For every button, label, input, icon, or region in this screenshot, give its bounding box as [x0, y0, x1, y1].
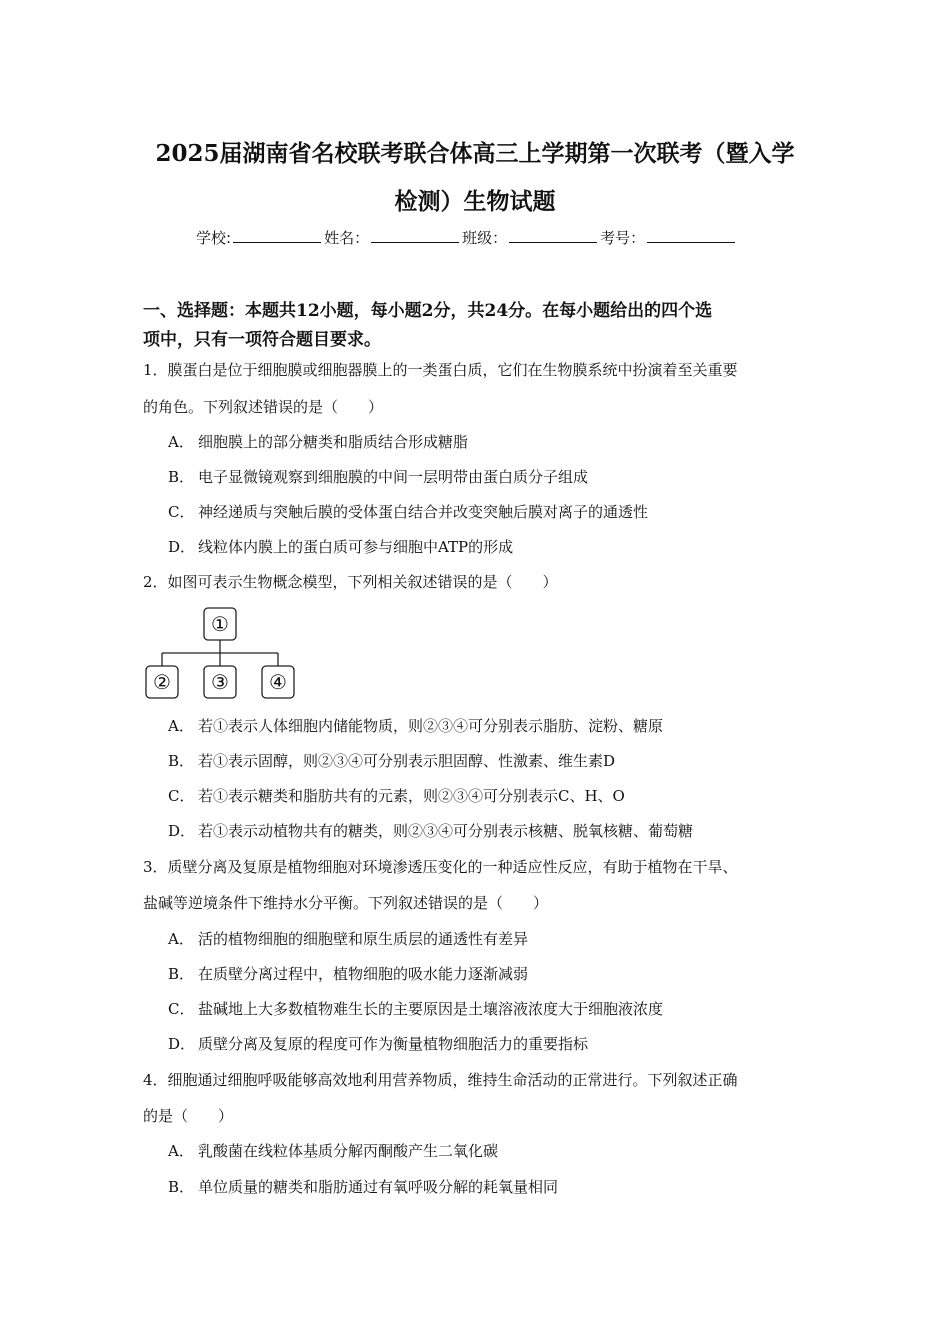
question-2-option-a [168, 716, 663, 736]
section-heading-line-1: 一、选择题：本题共12小题，每小题2分，共24分。在每小题给出的四个选 [143, 301, 713, 321]
diagram-label-top: ① [211, 612, 229, 636]
option-text: 若①表示固醇，则②③④可分别表示胆固醇、性激素、维生素D [198, 752, 616, 770]
option-text: 细胞膜上的部分糖类和脂质结合形成糖脂 [198, 433, 469, 451]
diagram-label-left: ② [153, 670, 171, 694]
document-title-line-2: 检测）生物试题 [394, 188, 556, 215]
class-blank [509, 228, 597, 243]
question-4-stem-line-2: 的是（ ） [143, 1107, 234, 1125]
option-letter: D． [168, 1035, 196, 1053]
question-2-option-c [168, 786, 625, 806]
question-1-stem-line-1: 1．膜蛋白是位于细胞膜或细胞器膜上的一类蛋白质，它们在生物膜系统中扮演着至关重要 [143, 361, 738, 379]
option-letter: D． [168, 538, 196, 556]
question-1-option-c [168, 502, 648, 522]
school-label: 学校: [196, 229, 232, 247]
option-text: 活的植物细胞的细胞壁和原生质层的通透性有差异 [198, 930, 529, 948]
option-letter: A． [168, 930, 194, 948]
name-label: 姓名： [324, 229, 370, 247]
question-3-option-c [168, 999, 663, 1019]
option-text: 乳酸菌在线粒体基质分解丙酮酸产生二氧化碳 [198, 1142, 499, 1160]
document-title-line-1: 2025届湖南省名校联考联合体高三上学期第一次联考（暨入学 [155, 140, 795, 167]
question-1-stem-line-2: 的角色。下列叙述错误的是（ ） [143, 398, 384, 416]
class-label: 班级： [462, 229, 508, 247]
question-1-option-d [168, 537, 513, 557]
concept-model-diagram [143, 603, 303, 703]
option-text: 若①表示人体细胞内储能物质，则②③④可分别表示脂肪、淀粉、糖原 [198, 717, 664, 735]
option-letter: B． [168, 965, 195, 983]
option-text: 盐碱地上大多数植物难生长的主要原因是土壤溶液浓度大于细胞液浓度 [198, 1000, 664, 1018]
option-letter: A． [168, 433, 194, 451]
option-letter: A． [168, 717, 194, 735]
option-letter: D． [168, 822, 196, 840]
school-blank [233, 228, 321, 243]
question-2-option-b [168, 751, 615, 771]
option-text: 若①表示糖类和脂肪共有的元素，则②③④可分别表示C、H、O [198, 787, 625, 805]
option-letter: C． [168, 787, 195, 805]
question-3-option-b [168, 964, 528, 984]
option-text: 线粒体内膜上的蛋白质可参与细胞中ATP的形成 [198, 538, 514, 556]
option-text: 神经递质与突触后膜的受体蛋白结合并改变突触后膜对离子的通透性 [198, 503, 649, 521]
question-3-option-d [168, 1034, 588, 1054]
option-letter: B． [168, 752, 195, 770]
option-letter: B． [168, 468, 195, 486]
question-2-option-d [168, 821, 693, 841]
diagram-label-middle: ③ [211, 670, 229, 694]
question-2-stem-line-1: 2．如图可表示生物概念模型，下列相关叙述错误的是（ ） [143, 573, 558, 591]
option-text: 若①表示动植物共有的糖类，则②③④可分别表示核糖、脱氧核糖、葡萄糖 [198, 822, 694, 840]
question-3-stem-line-2: 盐碱等逆境条件下维持水分平衡。下列叙述错误的是（ ） [143, 894, 549, 912]
question-3-stem-line-1: 3．质壁分离及复原是植物细胞对环境渗透压变化的一种适应性反应，有助于植物在干旱、 [143, 858, 738, 876]
name-blank [371, 228, 459, 243]
option-letter: C． [168, 503, 195, 521]
section-heading-line-2: 项中，只有一项符合题目要求。 [143, 330, 381, 350]
option-letter: B． [168, 1178, 195, 1196]
question-4-option-b [168, 1177, 558, 1197]
student-info-line [196, 228, 738, 248]
option-letter: A． [168, 1142, 194, 1160]
question-4-stem-line-1: 4．细胞通过细胞呼吸能够高效地利用营养物质，维持生命活动的正常进行。下列叙述正确 [143, 1071, 738, 1089]
option-text: 电子显微镜观察到细胞膜的中间一层明带由蛋白质分子组成 [198, 468, 589, 486]
question-1-option-b [168, 467, 588, 487]
option-text: 质壁分离及复原的程度可作为衡量植物细胞活力的重要指标 [198, 1035, 589, 1053]
exam-number-blank [647, 228, 735, 243]
option-text: 在质壁分离过程中，植物细胞的吸水能力逐渐减弱 [198, 965, 529, 983]
question-4-option-a [168, 1141, 498, 1161]
diagram-label-right: ④ [269, 670, 287, 694]
question-1-option-a [168, 432, 468, 452]
question-3-option-a [168, 929, 528, 949]
option-text: 单位质量的糖类和脂肪通过有氧呼吸分解的耗氧量相同 [198, 1178, 559, 1196]
option-letter: C． [168, 1000, 195, 1018]
exam-number-label: 考号： [600, 229, 646, 247]
